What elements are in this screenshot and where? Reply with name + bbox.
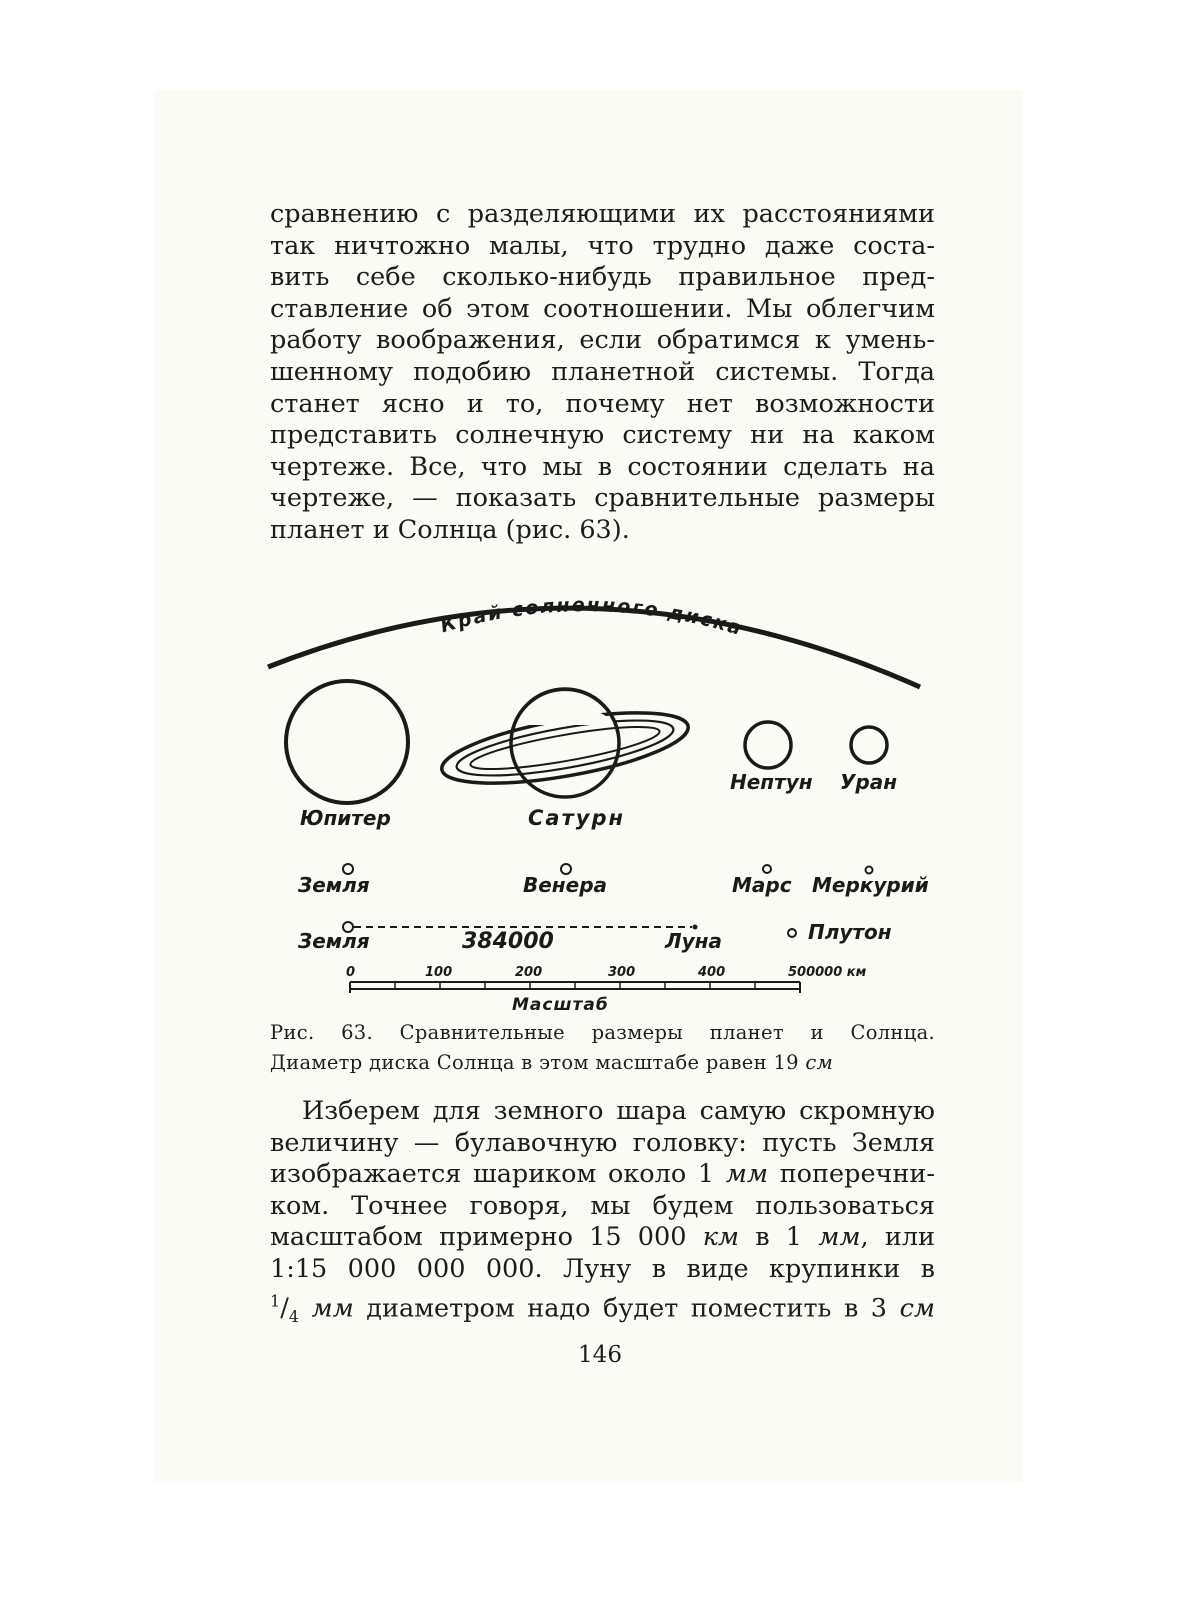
fraction-denominator: 4 bbox=[288, 1307, 299, 1327]
moon-label: Луна bbox=[665, 929, 722, 953]
sun-edge-label: Край солнечного диска bbox=[438, 594, 746, 641]
planet-size-figure bbox=[260, 585, 940, 1015]
neptune-circle bbox=[745, 722, 791, 768]
venus-label: Венера bbox=[523, 873, 608, 897]
earth-moon-distance: 384000 bbox=[462, 929, 554, 954]
uranus-circle bbox=[851, 727, 887, 763]
scale-tick-label: 100 bbox=[425, 965, 453, 980]
text-line bbox=[270, 1286, 935, 1333]
unit-text: мм bbox=[725, 1159, 769, 1190]
unit-text: км bbox=[702, 1222, 740, 1253]
neptune-label: Нептун bbox=[730, 770, 813, 794]
scale-label: Масштаб bbox=[512, 995, 609, 1015]
scale-tick-label: 400 bbox=[698, 965, 726, 980]
text-line: представить солнечную систему ни на каком bbox=[270, 420, 935, 451]
paragraph-bottom bbox=[270, 1096, 935, 1333]
text-line: чертеже, — показать сравнительные размеры bbox=[270, 483, 935, 514]
text-segment: масштабом примерно 15 000 bbox=[270, 1222, 687, 1253]
earth-small-label: Земля bbox=[298, 929, 370, 953]
mercury-label: Меркурий bbox=[812, 873, 929, 897]
uranus-label: Уран bbox=[840, 770, 898, 794]
text-segment: поперечни- bbox=[779, 1159, 936, 1190]
scale-tick-label: 200 bbox=[515, 965, 543, 980]
text-line: 1:15 000 000 000. Луну в виде крупинки в bbox=[270, 1253, 935, 1284]
text-line: ком. Точнее говоря, мы будем пользоваться bbox=[270, 1190, 935, 1221]
text-line: Изберем для земного шара самую скромную bbox=[302, 1096, 935, 1126]
fraction: $^1/_4$ bbox=[270, 1291, 299, 1327]
scale-bar bbox=[350, 982, 800, 993]
jupiter-label: Юпитер bbox=[300, 806, 391, 830]
pluto-circle bbox=[788, 929, 796, 937]
text-line: вить себе сколько-нибудь правильное пред- bbox=[270, 262, 935, 293]
text-segment: , или bbox=[860, 1222, 936, 1253]
jupiter-circle bbox=[286, 681, 408, 803]
scale-tick-label: 300 bbox=[608, 965, 636, 980]
saturn-label: Сатурн bbox=[528, 806, 625, 830]
saturn-drawing bbox=[437, 689, 693, 797]
text-line: работу воображения, если обратимся к умень- bbox=[270, 325, 935, 356]
figure-caption bbox=[270, 1018, 935, 1078]
sun-disk-edge bbox=[268, 608, 920, 687]
unit-text: см bbox=[899, 1293, 935, 1324]
text-line bbox=[270, 1222, 935, 1254]
unit-text: мм bbox=[818, 1222, 861, 1253]
pluto-label: Плутон bbox=[808, 920, 892, 944]
mars-circle bbox=[763, 865, 771, 873]
mars-label: Марс bbox=[732, 873, 792, 897]
unit-text: мм bbox=[311, 1293, 354, 1324]
text-segment: в 1 bbox=[755, 1222, 803, 1253]
scale-tick-label: 0 bbox=[346, 965, 356, 980]
text-line: чертеже. Все, что мы в состоянии сделать на bbox=[270, 451, 935, 482]
text-line bbox=[270, 1159, 935, 1191]
text-line: шенному подобию планетной системы. Тогда bbox=[270, 356, 935, 387]
scale-tick-label: 500000 км bbox=[788, 965, 867, 980]
paragraph-top bbox=[270, 199, 935, 547]
caption-line-2 bbox=[270, 1048, 935, 1078]
earth-label: Земля bbox=[298, 873, 370, 897]
caption-unit: см bbox=[805, 1051, 834, 1074]
caption-text: Диаметр диска Солнца в этом масштабе равен 19 bbox=[270, 1051, 799, 1074]
text-line: ставление об этом соотношении. Мы облегчим bbox=[270, 293, 935, 324]
text-line: величину — булавочную головку: пусть Земля bbox=[270, 1127, 935, 1158]
text-line: станет ясно и то, почему нет возможности bbox=[270, 388, 935, 419]
text-line: сравнению с разделяющими их расстояниями bbox=[270, 199, 935, 229]
text-line: так ничтожно малы, что трудно даже соста- bbox=[270, 230, 935, 261]
text-line: планет и Солнца (рис. 63). bbox=[270, 514, 630, 545]
page-number: 146 bbox=[578, 1342, 622, 1368]
fraction-numerator: 1 bbox=[270, 1291, 281, 1311]
text-segment: изображается шариком около 1 bbox=[270, 1159, 715, 1190]
text-segment: диаметром надо будет поместить в 3 bbox=[366, 1293, 888, 1324]
caption-line-1: Рис. 63. Сравнительные размеры планет и Солнца. bbox=[270, 1021, 935, 1044]
